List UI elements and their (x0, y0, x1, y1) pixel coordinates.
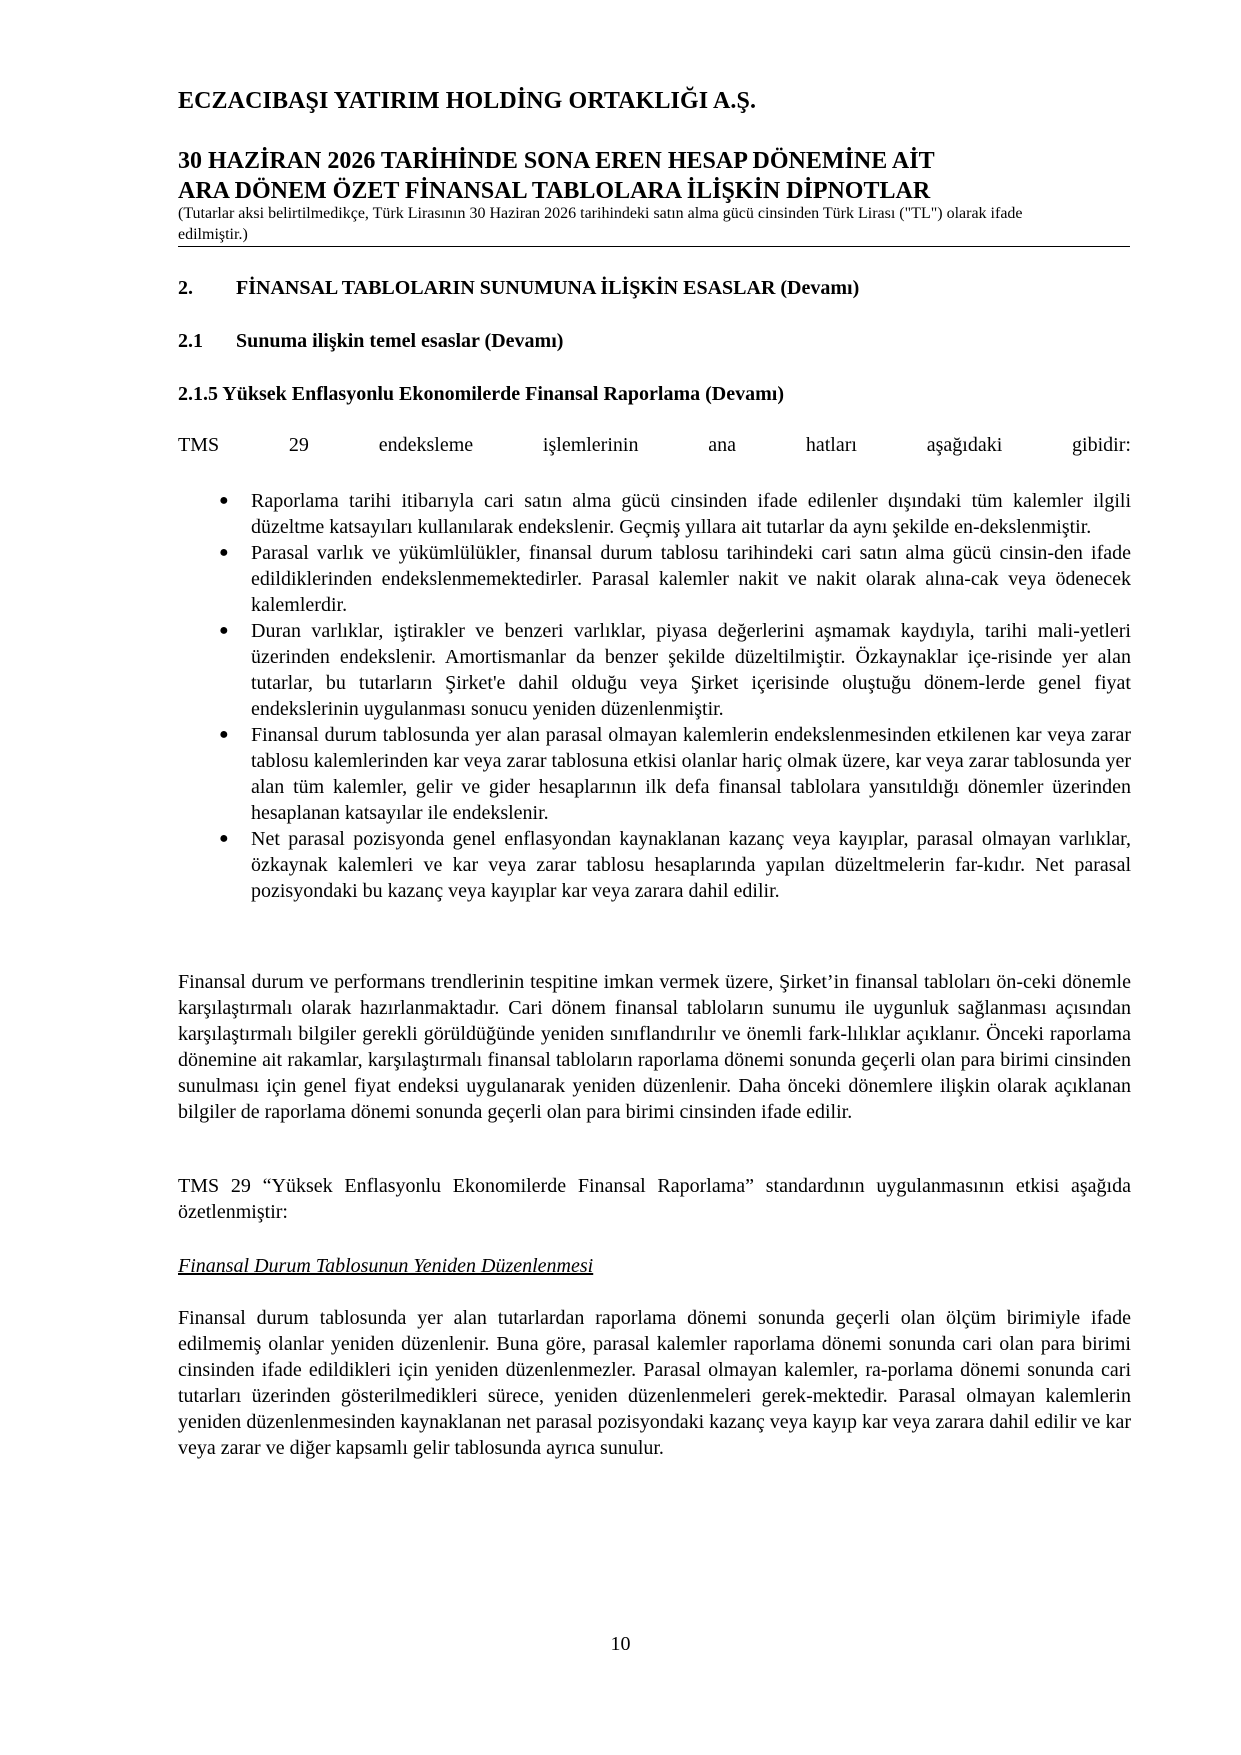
company-name: ECZACIBAŞI YATIRIM HOLDİNG ORTAKLIĞI A.Ş. (178, 88, 757, 114)
list-item (178, 826, 1131, 904)
intro-word: 29 (288, 434, 309, 456)
list-item (178, 618, 1131, 722)
section-title: FİNANSAL TABLOLARIN SUNUMUNA İLİŞKİN ESASLAR (Devamı) (236, 277, 860, 299)
list-item (178, 540, 1131, 618)
bullet-icon: ● (219, 726, 229, 743)
subsection-title: Sunuma ilişkin temel esaslar (Devamı) (236, 330, 564, 352)
subsubsection-heading: 2.1.5 Yüksek Enflasyonlu Ekonomilerde Finansal Raporlama (Devamı) (178, 383, 784, 405)
bullet-icon: ● (219, 492, 229, 509)
list-item-text: Parasal varlık ve yükümlülükler, finansal durum tablosu tarihindeki cari satın alma gücü cinsin-den ifade edildiklerinden endekslenmemektedirler. Parasal kalemler nakit ve nakit olarak alına-cak veya ödenecek kalemlerdir. (251, 542, 1131, 616)
intro-line (178, 432, 1131, 458)
subsection-heading (178, 330, 563, 353)
intro-word: gibidir: (1072, 434, 1131, 456)
header-divider (178, 246, 1130, 247)
list-item-text: Raporlama tarihi itibarıyla cari satın alma gücü cinsinden ifade edilenler dışındaki tüm kalemler ilgili düzeltme katsayıları kullanılarak endekslenir. Geçmiş yıllara ait tutarlar da aynı şekilde en-dekslenmiştir. (251, 490, 1131, 538)
list-item-text: Net parasal pozisyonda genel enflasyondan kaynaklanan kazanç veya kayıplar, parasal olmayan varlıklar, özkaynak kalemleri ve kar veya zarar tablosu hesaplarında yapılan düzeltmelerin far-kıdır. Net parasal pozisyondaki bu kazanç veya kayıplar kar veya zarara dahil edilir. (251, 828, 1131, 902)
intro-word: işlemlerinin (542, 434, 639, 456)
section-heading (178, 277, 859, 300)
list-item-text: Finansal durum tablosunda yer alan parasal olmayan kalemlerin endekslenmesinden etkilenen kar veya zarar tablosu kalemlerinden kar veya zarar tablosuna etkisi olanlar hariç olmak üzere, kar veya zarar tablosunda yer alan tüm kalemler, gelir ve gider hesaplarının ilk defa finansal tablolara yansıtıldığı dönemler üzerinden hesaplanan katsayılar ile endekslenir. (251, 724, 1131, 824)
intro-word: TMS (178, 434, 220, 456)
list-item (178, 722, 1131, 826)
title-line-1: 30 HAZİRAN 2026 TARİHİNDE SONA EREN HESAP DÖNEMİNE AİT (178, 148, 935, 174)
paragraph-restatement: Finansal durum tablosunda yer alan tutarlardan raporlama dönemi sonunda geçerli olan ölçüm birimiyle ifade edilmemiş olanlar yeniden düzenlenir. Buna göre, parasal kalemler raporlama dönemi sonunda cari olan para birimi cinsinden ifade edildikleri için yeniden düzenlenmezler. Parasal olmayan kalemler, ra-porlama dönemi sonunda cari tutarları üzerinden gösterilmedikleri sürece, yeniden düzenlenmeleri gerek-mektedir. Parasal olmayan kalemlerin yeniden düzenlenmesinden kaynaklanan net parasal pozisyondaki kazanç veya kayıp kar veya zarara dahil edilir ve kar veya zarar ve diğer kapsamlı gelir tablosunda ayrıca sunulur. (178, 1307, 1131, 1459)
paragraph-tms29-effect: TMS 29 “Yüksek Enflasyonlu Ekonomilerde Finansal Raporlama” standardının uygulanmasının etkisi aşağıda özetlenmiştir: (178, 1175, 1131, 1223)
list-item-text: Duran varlıklar, iştirakler ve benzeri varlıklar, piyasa değerlerini aşmamak kaydıyla, tarihi mali-yetleri üzerinden endekslenir. Amortismanlar da benzer şekilde düzeltilmiştir. Özkaynaklar içe-risinde yer alan tutarlar, bu tutarların Şirket'e dahil olduğu veya Şirket içerisinde oluştuğu dönem-lerde genel fiyat endekslerinin uygulanması sonucu yeniden düzenlenmiştir. (251, 620, 1131, 720)
title-line-2: ARA DÖNEM ÖZET FİNANSAL TABLOLARA İLİŞKİN DİPNOTLAR (178, 178, 931, 204)
document-title (178, 146, 935, 206)
bullet-list (178, 488, 1131, 904)
subsection-number: 2.1 (178, 330, 203, 352)
section-number: 2. (178, 277, 193, 299)
intro-word: endeksleme (378, 434, 474, 456)
paragraph-comparative: Finansal durum ve performans trendlerinin tespitine imkan vermek üzere, Şirket’in finansal tabloları ön-ceki dönemle karşılaştırmalı olarak hazırlanmaktadır. Cari dönem finansal tabloların sunumu ile uygunluk sağlanması açısından karşılaştırmalı bilgiler gerekli görüldüğünde yeniden sınıflandırılır ve önemli fark-lılıklar açıklanır. Önceki raporlama dönemine ait rakamlar, karşılaştırmalı finansal tabloların raporlama dönemi sonunda geçerli olan para birimi cinsinden sunulması için genel fiyat endeksi uygulanarak yeniden düzenlenir. Daha önceki dönemlere ilişkin olarak açıklanan bilgiler de raporlama dönemi sonunda geçerli olan para birimi cinsinden ifade edilir. (178, 971, 1131, 1123)
bullet-icon: ● (219, 622, 229, 639)
italic-subheading: Finansal Durum Tablosunun Yeniden Düzenlenmesi (178, 1255, 594, 1277)
currency-note: (Tutarlar aksi belirtilmedikçe, Türk Lirasının 30 Haziran 2026 tarihindeki satın alma gücü cinsinden Türk Lirası ("TL") olarak ifade edilmiştir.) (178, 205, 1023, 243)
intro-word: hatları (805, 434, 857, 456)
intro-word: aşağıdaki (926, 434, 1003, 456)
bullet-icon: ● (219, 830, 229, 847)
page-number: 10 (610, 1633, 631, 1655)
bullet-icon: ● (219, 544, 229, 561)
intro-word: ana (708, 434, 737, 456)
list-item (178, 488, 1131, 540)
